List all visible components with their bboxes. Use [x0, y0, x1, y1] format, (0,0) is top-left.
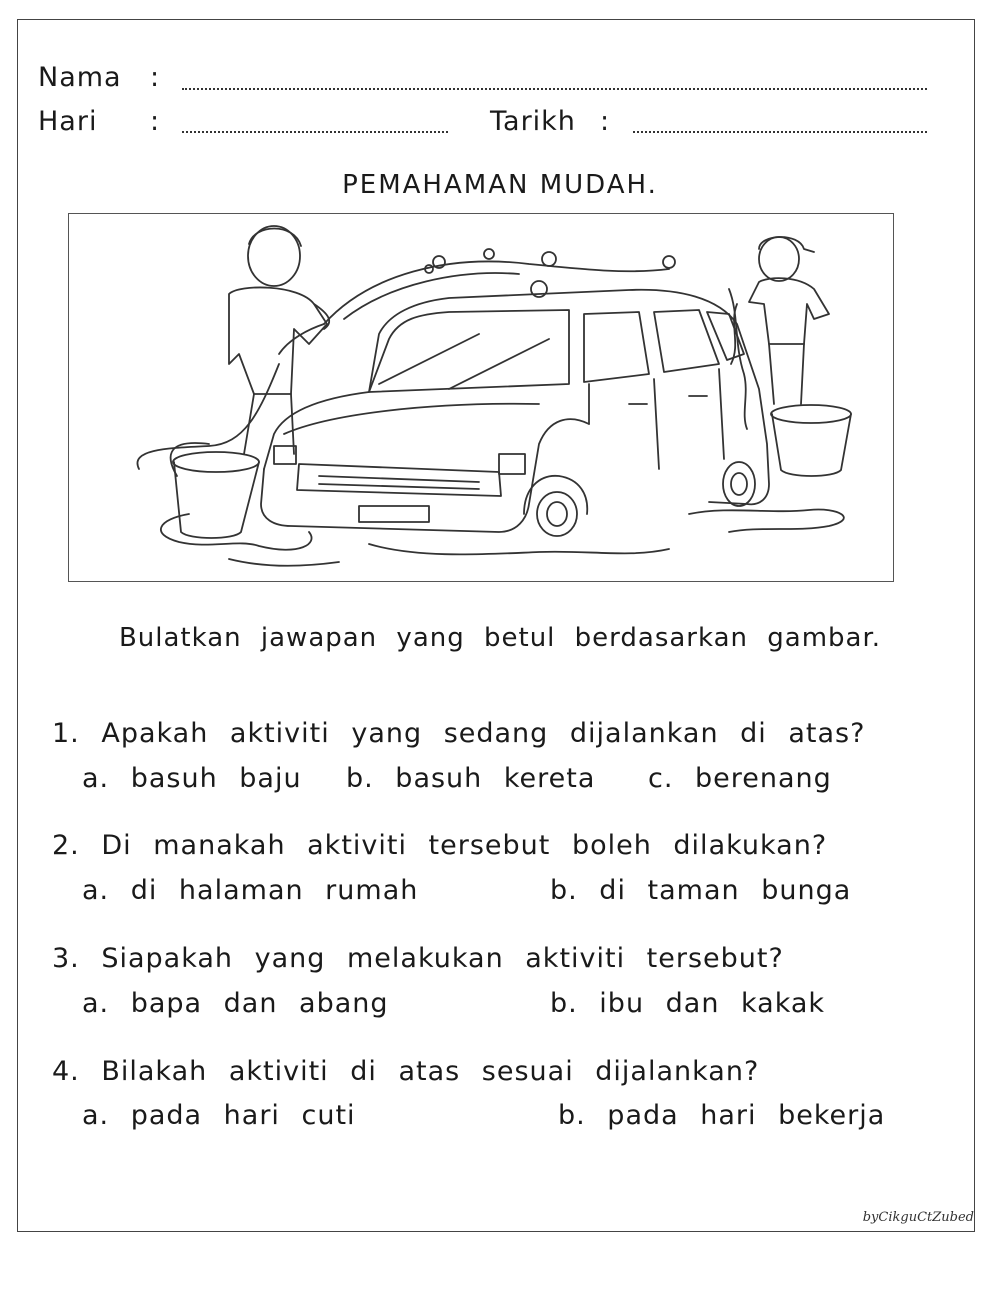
- date-field[interactable]: [633, 131, 927, 133]
- question-number: 3.: [52, 943, 80, 974]
- q1-option-c[interactable]: c. berenang: [648, 763, 832, 794]
- day-field[interactable]: [182, 131, 448, 133]
- date-colon: :: [600, 106, 611, 137]
- question-number: 2.: [52, 830, 80, 861]
- name-label: Nama: [38, 62, 122, 93]
- question-text: Siapakah yang melakukan aktiviti tersebut?: [101, 943, 784, 974]
- name-field[interactable]: [182, 88, 927, 90]
- question-1: [52, 718, 865, 749]
- question-number: 4.: [52, 1056, 80, 1087]
- q2-option-b[interactable]: b. di taman bunga: [550, 875, 852, 906]
- question-text: Bilakah aktiviti di atas sesuai dijalankan?: [101, 1056, 760, 1087]
- q1-option-a[interactable]: a. basuh baju: [82, 763, 302, 794]
- question-3: [52, 943, 784, 974]
- question-number: 1.: [52, 718, 80, 749]
- question-4: [52, 1056, 759, 1087]
- q3-option-b[interactable]: b. ibu dan kakak: [550, 988, 826, 1019]
- day-label: Hari: [38, 106, 98, 137]
- question-text: Apakah aktiviti yang sedang dijalankan di atas?: [101, 718, 866, 749]
- question-text: Di manakah aktiviti tersebut boleh dilakukan?: [101, 830, 828, 861]
- q1-option-b[interactable]: b. basuh kereta: [346, 763, 596, 794]
- day-colon: :: [150, 106, 161, 137]
- car-wash-illustration: [68, 213, 894, 582]
- author-signature: byCikguCtZubed: [862, 1210, 974, 1225]
- page-title: PEMAHAMAN MUDAH.: [342, 170, 658, 200]
- q3-option-a[interactable]: a. bapa dan abang: [82, 988, 389, 1019]
- q4-option-b[interactable]: b. pada hari bekerja: [558, 1100, 886, 1131]
- instruction-text: Bulatkan jawapan yang betul berdasarkan gambar.: [118, 623, 882, 653]
- date-label: Tarikh: [490, 106, 576, 137]
- q2-option-a[interactable]: a. di halaman rumah: [82, 875, 419, 906]
- q4-option-a[interactable]: a. pada hari cuti: [82, 1100, 356, 1131]
- question-2: [52, 830, 827, 861]
- name-colon: :: [150, 62, 161, 93]
